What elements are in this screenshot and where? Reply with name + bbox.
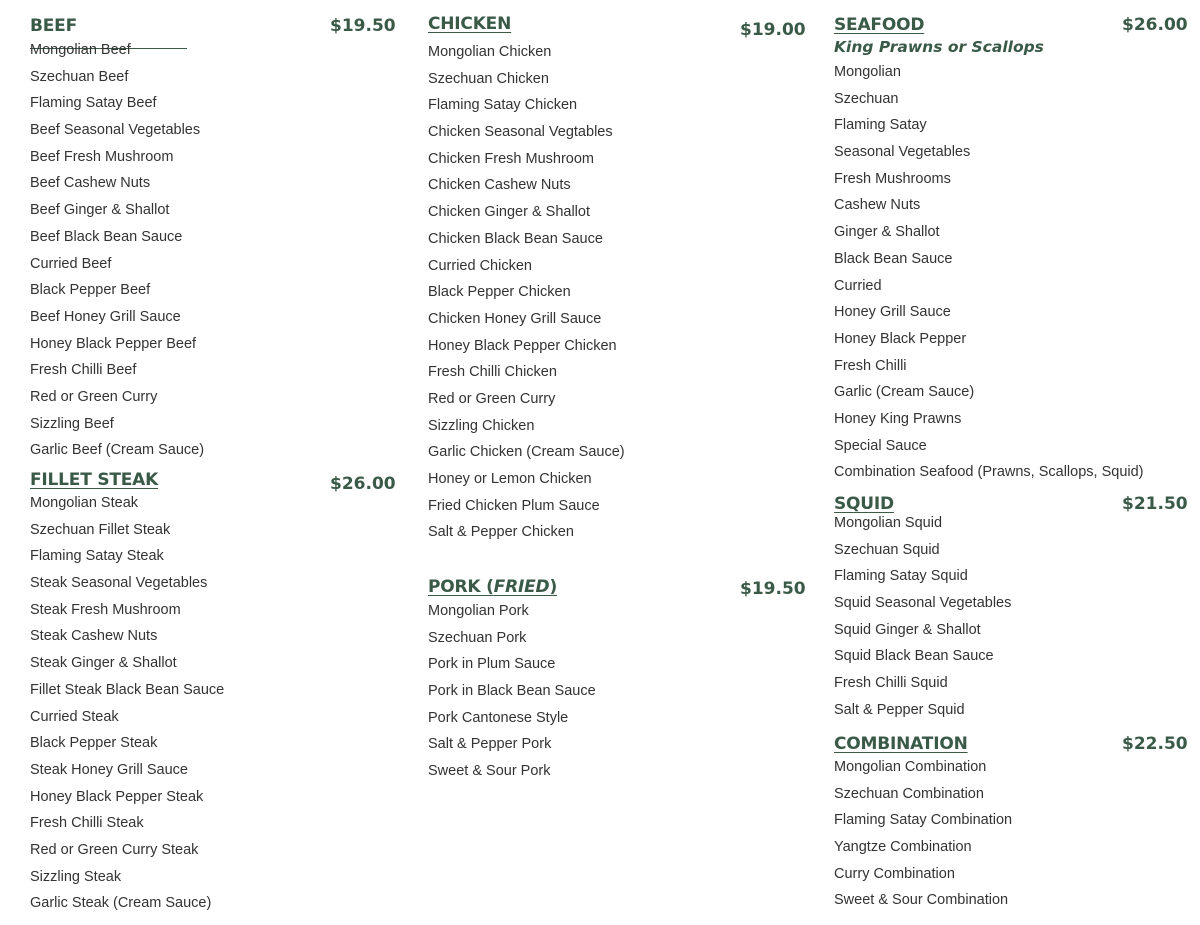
menu-item: Ginger & Shallot [834, 224, 940, 241]
pork-title-end: ) [549, 577, 558, 597]
menu-item: Pork in Black Bean Sauce [428, 683, 596, 700]
menu-item: Steak Seasonal Vegetables [30, 575, 208, 592]
menu-item: Flaming Satay Beef [30, 95, 157, 112]
menu-item: Black Pepper Beef [30, 282, 151, 299]
menu-item: Beef Fresh Mushroom [30, 148, 174, 165]
menu-item: Pork Cantonese Style [428, 709, 569, 726]
menu-item: Honey Black Pepper [834, 330, 967, 347]
squid-price: $21.50 [1122, 494, 1188, 514]
menu-item: Garlic (Cream Sauce) [834, 384, 975, 401]
menu-item: Red or Green Curry [30, 388, 158, 405]
chicken-title: CHICKEN [428, 14, 512, 34]
seafood-price: $26.00 [1122, 15, 1188, 35]
menu-item: Black Pepper Steak [30, 735, 158, 752]
fillet-steak-item-list [30, 493, 224, 920]
menu-item: Combination Seafood (Prawns, Scallops, Squid) [834, 464, 1144, 481]
menu-item: Curry Combination [834, 865, 955, 882]
menu-item: Sizzling Steak [30, 868, 122, 885]
menu-item: Steak Ginger & Shallot [30, 655, 177, 672]
menu-item: Black Bean Sauce [834, 250, 953, 267]
menu-item: Steak Fresh Mushroom [30, 601, 181, 618]
menu-item: Sizzling Beef [30, 415, 114, 432]
menu-item: Honey Black Pepper Steak [30, 788, 204, 805]
menu-item: Chicken Ginger & Shallot [428, 204, 590, 221]
menu-item: Fried Chicken Plum Sauce [428, 497, 600, 514]
menu-item: Red or Green Curry [428, 390, 556, 407]
combination-item-list [834, 757, 1012, 917]
menu-item: Chicken Fresh Mushroom [428, 150, 594, 167]
pork-item-list [428, 601, 596, 788]
menu-item: Salt & Pepper Chicken [428, 524, 574, 541]
menu-item: Curried Steak [30, 708, 119, 725]
menu-item: Yangtze Combination [834, 839, 972, 856]
menu-item: Flaming Satay [834, 117, 927, 134]
menu-item: Red or Green Curry Steak [30, 841, 199, 858]
seafood-item-list [834, 62, 1144, 489]
menu-item: Honey Black Pepper Chicken [428, 337, 617, 354]
pork-price: $19.50 [740, 579, 806, 599]
menu-item: Beef Honey Grill Sauce [30, 308, 181, 325]
seafood-subtitle: King Prawns or Scallops [834, 38, 1044, 56]
fillet-steak-title: FILLET STEAK [30, 470, 159, 490]
menu-item: Curried Beef [30, 255, 112, 272]
menu-item: Chicken Honey Grill Sauce [428, 310, 602, 327]
menu-item: Curried [834, 277, 882, 294]
menu-item: Sizzling Chicken [428, 417, 535, 434]
menu-item: Chicken Black Bean Sauce [428, 230, 603, 247]
squid-title: SQUID [834, 494, 894, 514]
menu-item: Salt & Pepper Squid [834, 701, 965, 718]
menu-item: Szechuan Combination [834, 785, 984, 802]
fillet-steak-price: $26.00 [330, 474, 396, 494]
menu-item: Mongolian Chicken [428, 44, 552, 60]
menu-item: Salt & Pepper Pork [428, 736, 552, 753]
menu-item: Black Pepper Chicken [428, 284, 571, 301]
beef-title: BEEF [30, 16, 77, 36]
menu-item: Fresh Chilli Chicken [428, 364, 557, 381]
menu-item: Sweet & Sour Pork [428, 763, 551, 780]
menu-item: Mongolian Beef [30, 42, 131, 58]
menu-item: Honey King Prawns [834, 410, 962, 427]
menu-item: Curried Chicken [428, 257, 532, 274]
menu-item: Chicken Seasonal Vegtables [428, 124, 613, 141]
menu-item: Fresh Chilli Squid [834, 675, 948, 692]
beef-item-list [30, 40, 204, 467]
pork-title-italic: FRIED [493, 577, 550, 597]
menu-item: Fresh Chilli [834, 357, 907, 374]
menu-item: Honey Black Pepper Beef [30, 335, 197, 352]
menu-item: Szechuan Chicken [428, 70, 549, 87]
menu-item: Garlic Chicken (Cream Sauce) [428, 444, 625, 461]
menu-item: Szechuan Fillet Steak [30, 521, 171, 538]
menu-item: Beef Black Bean Sauce [30, 228, 183, 245]
pork-title-main: PORK ( [428, 577, 494, 597]
menu-item: Garlic Steak (Cream Sauce) [30, 895, 212, 912]
menu-item: Squid Ginger & Shallot [834, 621, 981, 638]
menu-item: Pork in Plum Sauce [428, 656, 556, 673]
menu-item: Chicken Cashew Nuts [428, 177, 571, 194]
menu-item: Flaming Satay Chicken [428, 97, 578, 114]
menu-item: Special Sauce [834, 437, 927, 454]
menu-item: Steak Honey Grill Sauce [30, 761, 188, 778]
combination-price: $22.50 [1122, 734, 1188, 754]
menu-item: Fresh Mushrooms [834, 170, 951, 187]
menu-item: Squid Seasonal Vegetables [834, 595, 1012, 612]
menu-item: Mongolian Squid [834, 515, 943, 531]
menu-item: Sweet & Sour Combination [834, 892, 1009, 909]
menu-item: Garlic Beef (Cream Sauce) [30, 442, 205, 459]
menu-item: Mongolian Steak [30, 495, 139, 511]
menu-item: Cashew Nuts [834, 197, 921, 214]
squid-item-list [834, 513, 1011, 727]
menu-item: Honey or Lemon Chicken [428, 471, 592, 487]
seafood-title: SEAFOOD [834, 15, 925, 35]
menu-item: Beef Seasonal Vegetables [30, 122, 201, 139]
menu-item: Szechuan [834, 90, 899, 107]
menu-item: Flaming Satay Combination [834, 812, 1013, 829]
menu-item: Squid Black Bean Sauce [834, 648, 994, 665]
menu-item: Honey Grill Sauce [834, 304, 951, 321]
menu-item: Flaming Satay Steak [30, 548, 164, 565]
combination-title: COMBINATION [834, 734, 968, 754]
chicken-item-list [428, 42, 625, 549]
menu-item: Fresh Chilli Steak [30, 815, 144, 832]
pork-title [428, 577, 557, 597]
beef-price: $19.50 [330, 16, 396, 36]
menu-item: Fillet Steak Black Bean Sauce [30, 681, 225, 698]
menu-item: Steak Cashew Nuts [30, 628, 158, 645]
menu-item: Beef Ginger & Shallot [30, 202, 170, 219]
menu-item: Flaming Satay Squid [834, 568, 968, 585]
menu-item: Seasonal Vegetables [834, 144, 971, 161]
menu-item: Mongolian Pork [428, 603, 529, 619]
menu-item: Szechuan Pork [428, 629, 527, 646]
menu-item: Szechuan Squid [834, 541, 940, 558]
menu-item: Szechuan Beef [30, 68, 129, 85]
menu-item: Beef Cashew Nuts [30, 175, 151, 192]
menu-item: Fresh Chilli Beef [30, 362, 137, 379]
menu-item: Mongolian [834, 64, 901, 80]
chicken-price: $19.00 [740, 20, 806, 40]
menu-item: Mongolian Combination [834, 759, 987, 775]
